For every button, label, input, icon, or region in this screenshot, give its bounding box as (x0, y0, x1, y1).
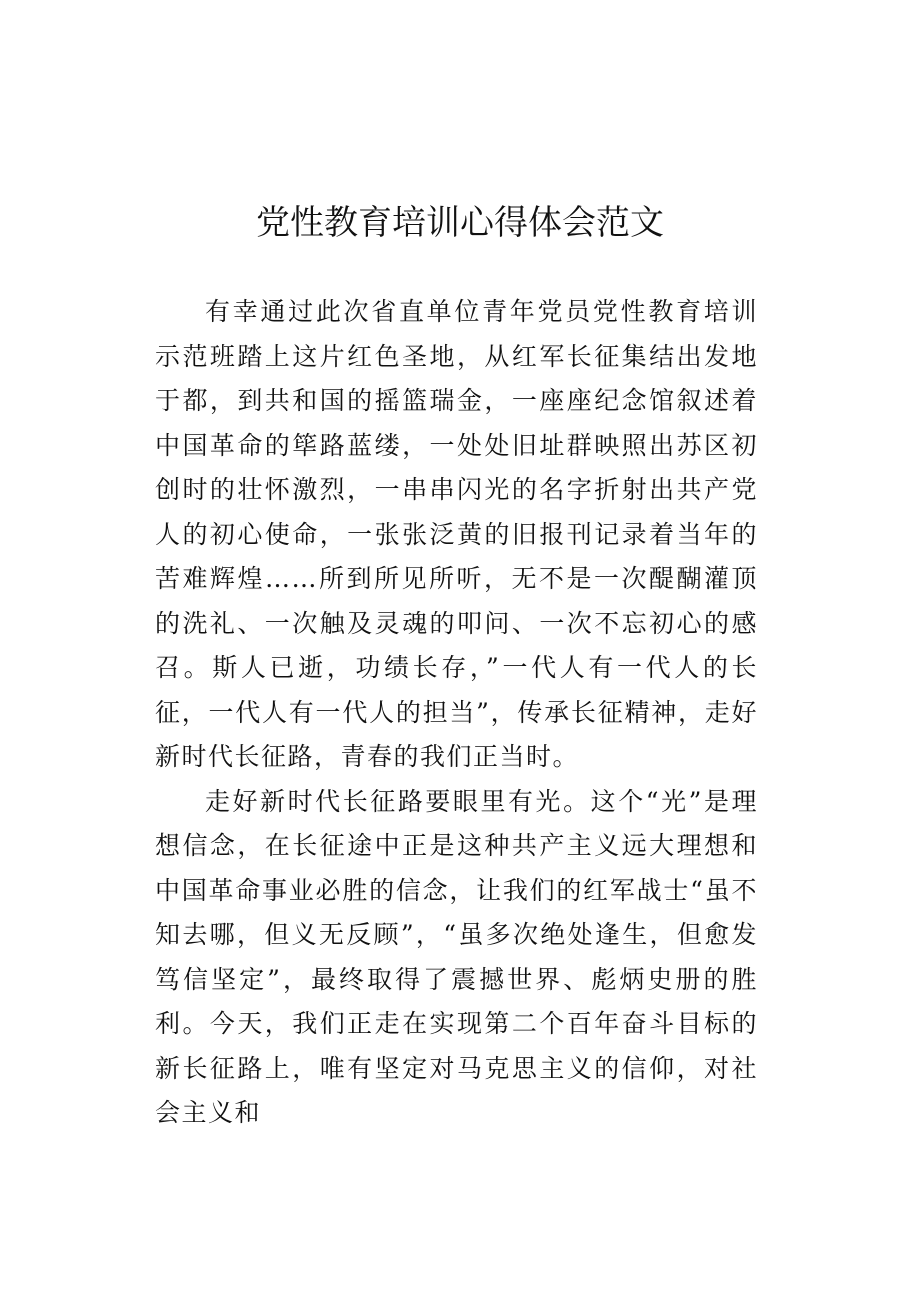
paragraph-1: 有幸通过此次省直单位青年党员党性教育培训示范班踏上这片红色圣地，从红军长征集结出发地于都，到共和国的摇篮瑞金，一座座纪念馆叙述着中国革命的筚路蓝缕，一处处旧址群映照出苏区初创时的壮怀激烈，一串串闪光的名字折射出共产党人的初心使命，一张张泛黄的旧报刊记录着当年的苦难辉煌……所到所见所听，无不是一次醍醐灌顶的洗礼、一次触及灵魂的叩问、一次不忘初心的感召。斯人已逝，功绩长存，”一代人有一代人的长征，一代人有一代人的担当”，传承长征精神，走好新时代长征路，青春的我们正当时。 (155, 297, 758, 771)
paragraph-2: 走好新时代长征路要眼里有光。这个“光”是理想信念，在长征途中正是这种共产主义远大理想和中国革命事业必胜的信念，让我们的红军战士“虽不知去哪，但义无反顾”，“虽多次绝处逢生，但愈发笃信坚定”，最终取得了震撼世界、彪炳史册的胜利。今天，我们正走在实现第二个百年奋斗目标的新长征路上，唯有坚定对马克思主义的信仰，对社会主义和 (155, 786, 758, 1127)
document-title: 党性教育培训心得体会范文 (256, 203, 664, 243)
document-body (155, 290, 758, 1136)
